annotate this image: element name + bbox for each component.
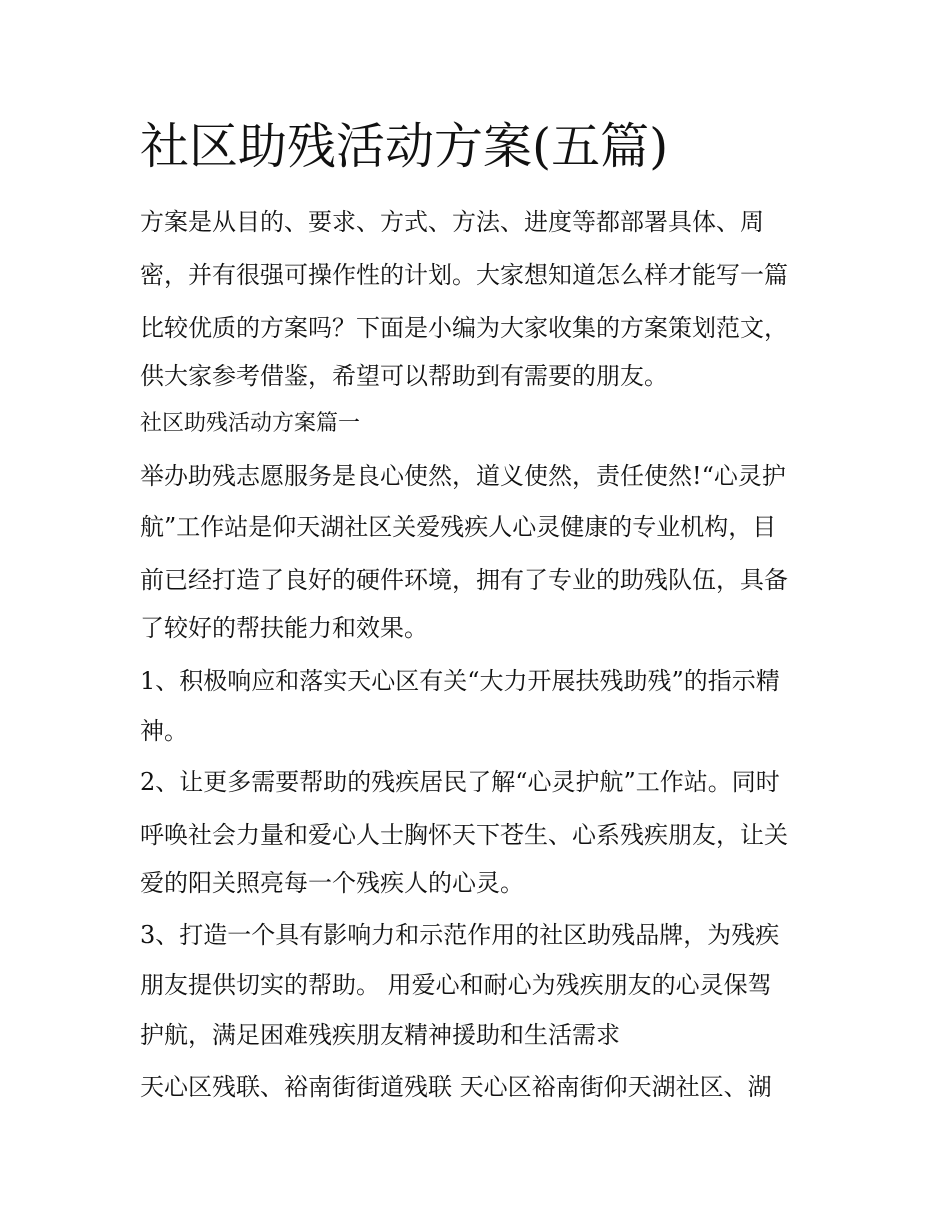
list-item-line: 3、打造一个具有影响力和示范作用的社区助残品牌，为残疾 bbox=[140, 921, 780, 949]
paragraph-line: 了较好的帮扶能力和效果。 bbox=[140, 614, 428, 642]
paragraph-line: 供大家参考借鉴，希望可以帮助到有需要的朋友。 bbox=[140, 362, 668, 390]
list-item-line: 神。 bbox=[140, 717, 188, 745]
paragraph-line: 密，并有很强可操作性的计划。大家想知道怎么样才能写一篇 bbox=[140, 261, 788, 289]
section-heading: 社区助残活动方案篇一 bbox=[140, 411, 361, 436]
list-item-line: 2、让更多需要帮助的残疾居民了解“心灵护航”工作站。同时 bbox=[140, 768, 780, 796]
list-item-line: 护航，满足困难残疾朋友精神援助和生活需求 bbox=[140, 1021, 620, 1049]
paragraph-line: 举办助残志愿服务是良心使然，道义使然，责任使然!“心灵护 bbox=[140, 462, 786, 490]
document-title: 社区助残活动方案(五篇) bbox=[140, 118, 669, 175]
paragraph-line: 航”工作站是仰天湖社区关爱残疾人心灵健康的专业机构，目 bbox=[140, 513, 777, 541]
list-item-line: 朋友提供切实的帮助。 用爱心和耐心为残疾朋友的心灵保驾 bbox=[140, 971, 772, 999]
list-item-line: 1、积极响应和落实天心区有关“大力开展扶残助残”的指示精 bbox=[140, 667, 780, 695]
list-item-line: 爱的阳关照亮每一个残疾人的心灵。 bbox=[140, 869, 524, 897]
list-item-line: 呼唤社会力量和爱心人士胸怀天下苍生、心系残疾朋友，让关 bbox=[140, 821, 788, 849]
paragraph-line: 方案是从目的、要求、方式、方法、进度等都部署具体、周 bbox=[140, 208, 764, 236]
paragraph-line: 前已经打造了良好的硬件环境，拥有了专业的助残队伍，具备 bbox=[140, 566, 788, 594]
paragraph-line: 比较优质的方案吗？下面是小编为大家收集的方案策划范文， bbox=[140, 314, 788, 342]
paragraph-line: 天心区残联、裕南街街道残联 天心区裕南街仰天湖社区、湖 bbox=[140, 1073, 772, 1101]
